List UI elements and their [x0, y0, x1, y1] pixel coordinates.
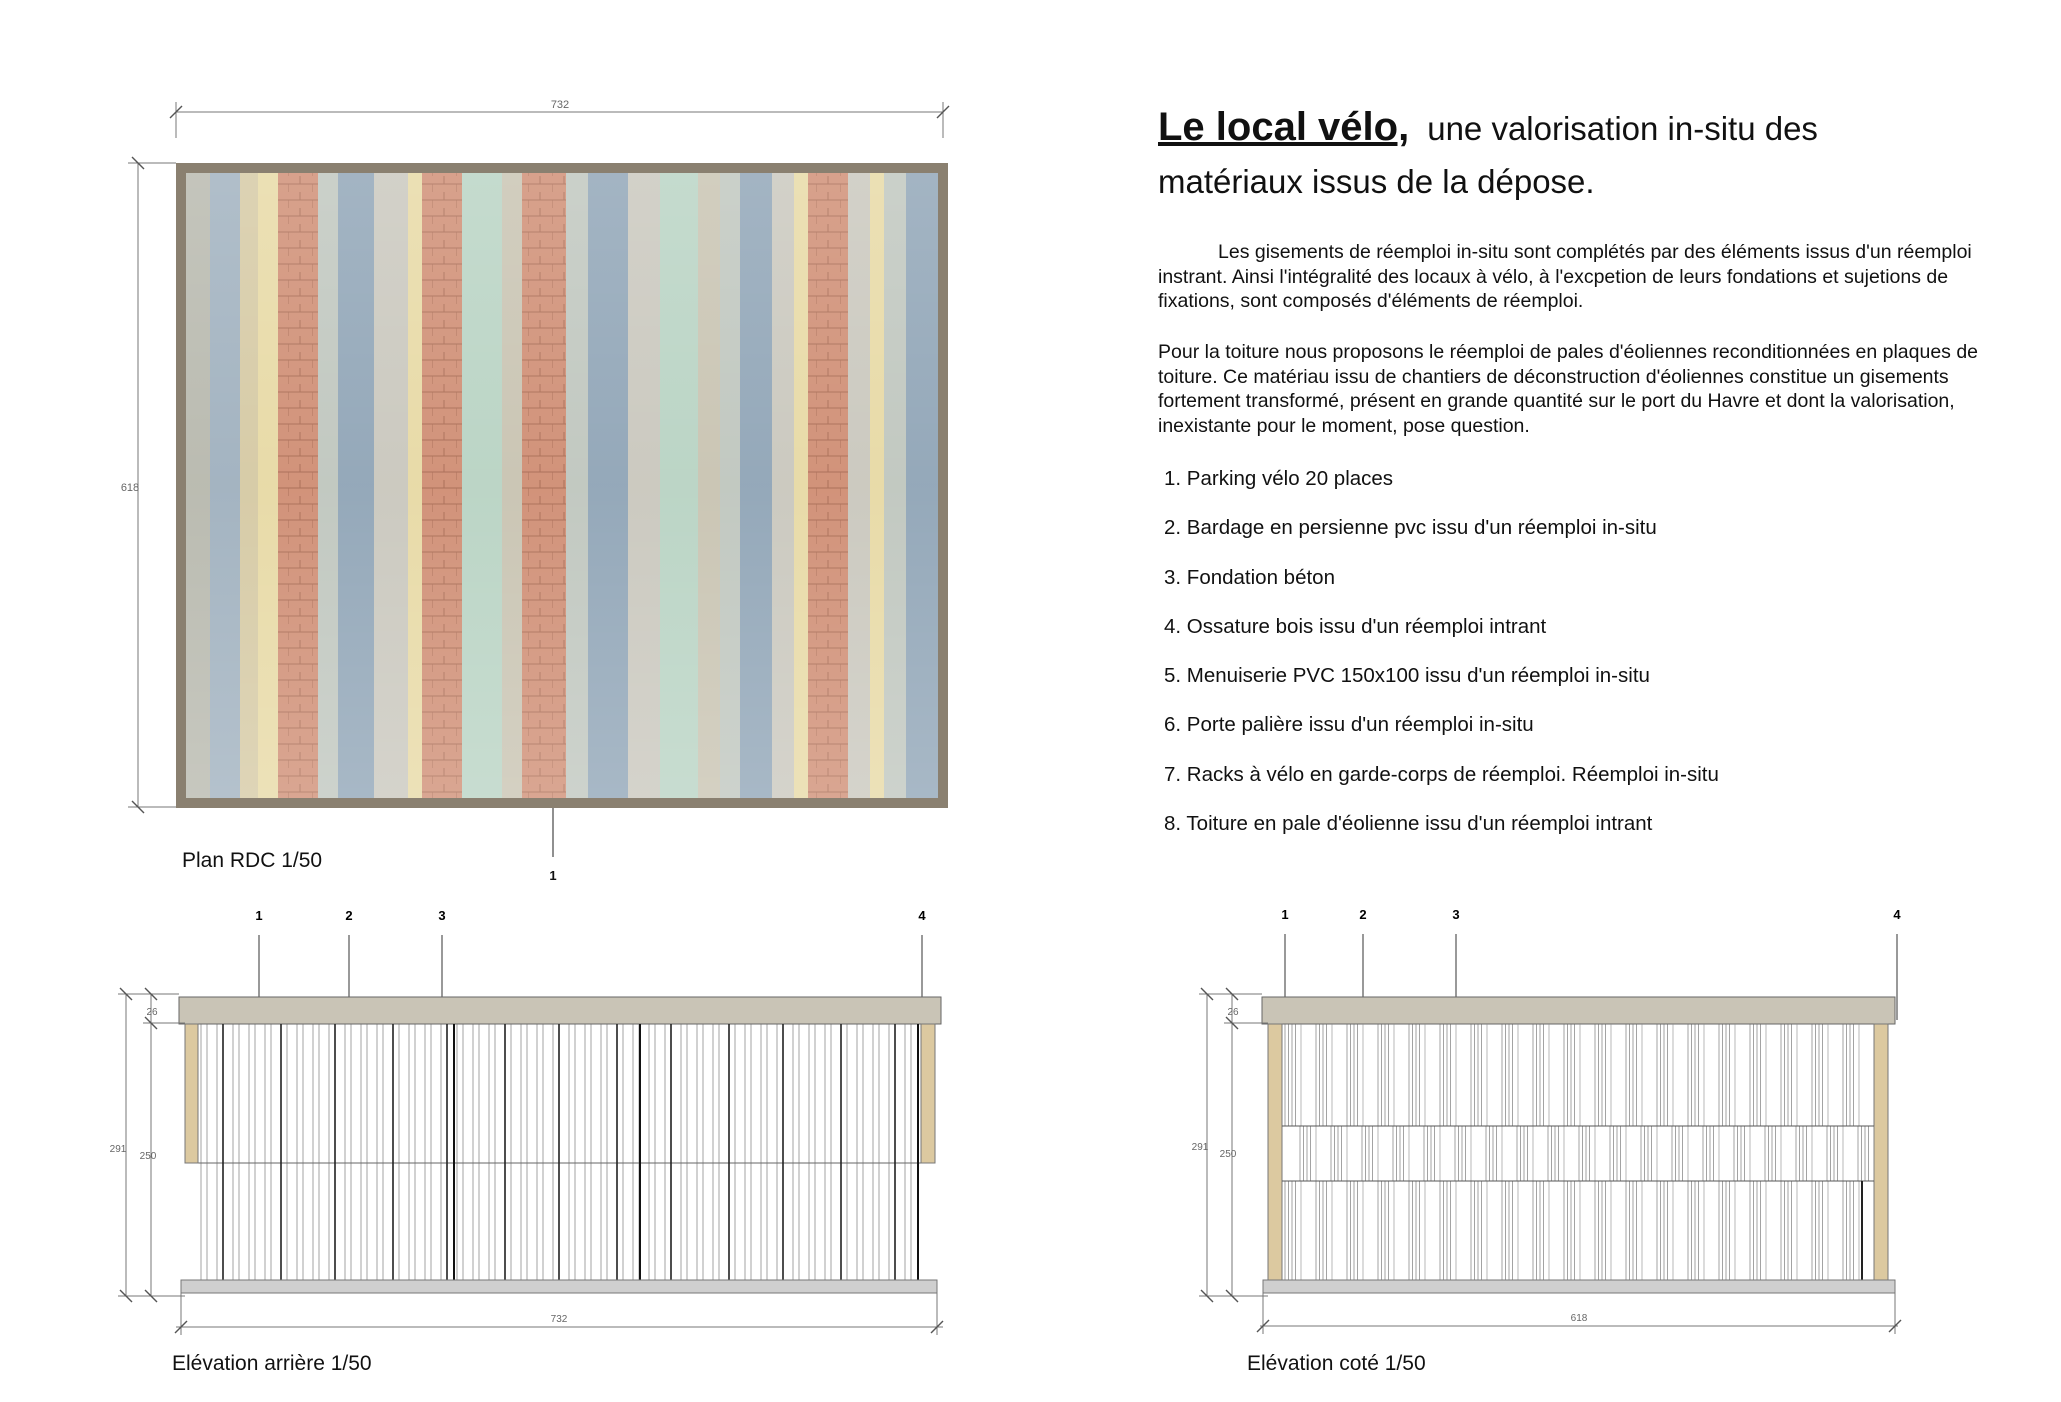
legend-item: 5. Menuiserie PVC 150x100 issu d'un réemploi in-situ	[1164, 664, 1650, 688]
legend-item: 3. Fondation béton	[1164, 565, 1335, 589]
plan-caption: Plan RDC 1/50	[182, 849, 323, 872]
rear-foundation	[181, 1280, 937, 1293]
rear-marker-4: 4	[918, 908, 926, 923]
side-elevation-caption: Elévation coté 1/50	[1247, 1352, 1426, 1375]
rear-marker-2: 2	[345, 908, 353, 923]
legend-item: 2. Bardage en persienne pvc issu d'un réemploi in-situ	[1164, 516, 1657, 540]
side-wall-height-label: 250	[1219, 1149, 1237, 1160]
legend-list	[1164, 466, 1719, 860]
legend-item: 6. Porte palière issu d'un réemploi in-situ	[1164, 713, 1534, 737]
legend-item: 8. Toiture en pale d'éolienne issu d'un réemploi intrant	[1164, 812, 1653, 836]
rear-roof	[179, 997, 941, 1024]
plan-marker-1	[549, 808, 556, 883]
side-width-label: 618	[1570, 1313, 1588, 1324]
rear-marker-1: 1	[255, 908, 263, 923]
side-timber-post-left	[1268, 1024, 1282, 1280]
plan-width-dimension	[170, 99, 949, 138]
rear-marker-3: 3	[438, 908, 446, 923]
side-marker-1: 1	[1281, 907, 1289, 922]
side-marker-3: 3	[1452, 907, 1460, 922]
plan-marker-label: 1	[549, 868, 557, 883]
paragraph-roofing: Pour la toiture nous proposons le réemploi de pales d'éoliennes reconditionnées en plaques de toiture. Ce matériau issu de chantiers de déconstruction d'éoliennes constitue un gisements fortement transformé, présent en grande quantité sur le port du Havre et dont la valorisation, inexistante pour le moment, pose question.	[1158, 341, 1979, 437]
rear-timber-post-right	[921, 1024, 935, 1163]
side-total-height-label: 291	[1191, 1142, 1209, 1153]
rear-width-dimension	[175, 1292, 943, 1335]
rear-elevation-drawing	[0, 880, 1000, 1360]
rear-width-label: 732	[550, 1314, 568, 1325]
title-main: Le local vélo,	[1158, 105, 1410, 149]
side-marker-2: 2	[1359, 907, 1367, 922]
side-height-dimensions	[1192, 988, 1268, 1302]
side-roof-dim-label: 26	[1227, 1007, 1239, 1018]
side-foundation	[1263, 1280, 1895, 1293]
rear-height-dimensions	[110, 988, 185, 1302]
side-marker-4: 4	[1893, 907, 1901, 922]
title-line-1	[1158, 100, 2038, 156]
title-subtitle: une valorisation in-situ des	[1427, 110, 1818, 147]
legend-item: 7. Racks à vélo en garde-corps de réemploi. Réemploi in-situ	[1164, 762, 1719, 786]
title-block	[1158, 100, 2038, 206]
legend-item: 1. Parking vélo 20 places	[1164, 467, 1394, 490]
rear-roof-dim-label: 26	[146, 1007, 158, 1018]
plan-drawing	[0, 0, 1000, 900]
rear-timber-post-left	[185, 1024, 198, 1163]
plan-depth-dimension	[121, 157, 176, 813]
side-width-dimension	[1257, 1292, 1901, 1334]
side-timber-post-right	[1874, 1024, 1888, 1280]
plan-width-label: 732	[550, 99, 570, 111]
plan-floor-texture	[186, 173, 938, 798]
legend-item: 4. Ossature bois issu d'un réemploi intrant	[1164, 614, 1547, 638]
side-elevation-drawing	[1080, 880, 2040, 1360]
side-roof	[1262, 997, 1895, 1024]
plan-depth-label: 618	[120, 482, 140, 494]
rear-wall-height-label: 250	[139, 1151, 157, 1162]
rear-elevation-caption: Elévation arrière 1/50	[172, 1352, 372, 1375]
title-line-2: matériaux issus de la dépose.	[1158, 163, 1595, 200]
paragraph-reuse-sources: Les gisements de réemploi in-situ sont complétés par des éléments issus d'un réemploi instrant. Ainsi l'intégralité des locaux à vélo, à l'excpetion de leurs fondations et sujetions de fixations, sont composés d'éléments de réemploi.	[1158, 241, 1972, 312]
rear-total-height-label: 291	[109, 1144, 127, 1155]
